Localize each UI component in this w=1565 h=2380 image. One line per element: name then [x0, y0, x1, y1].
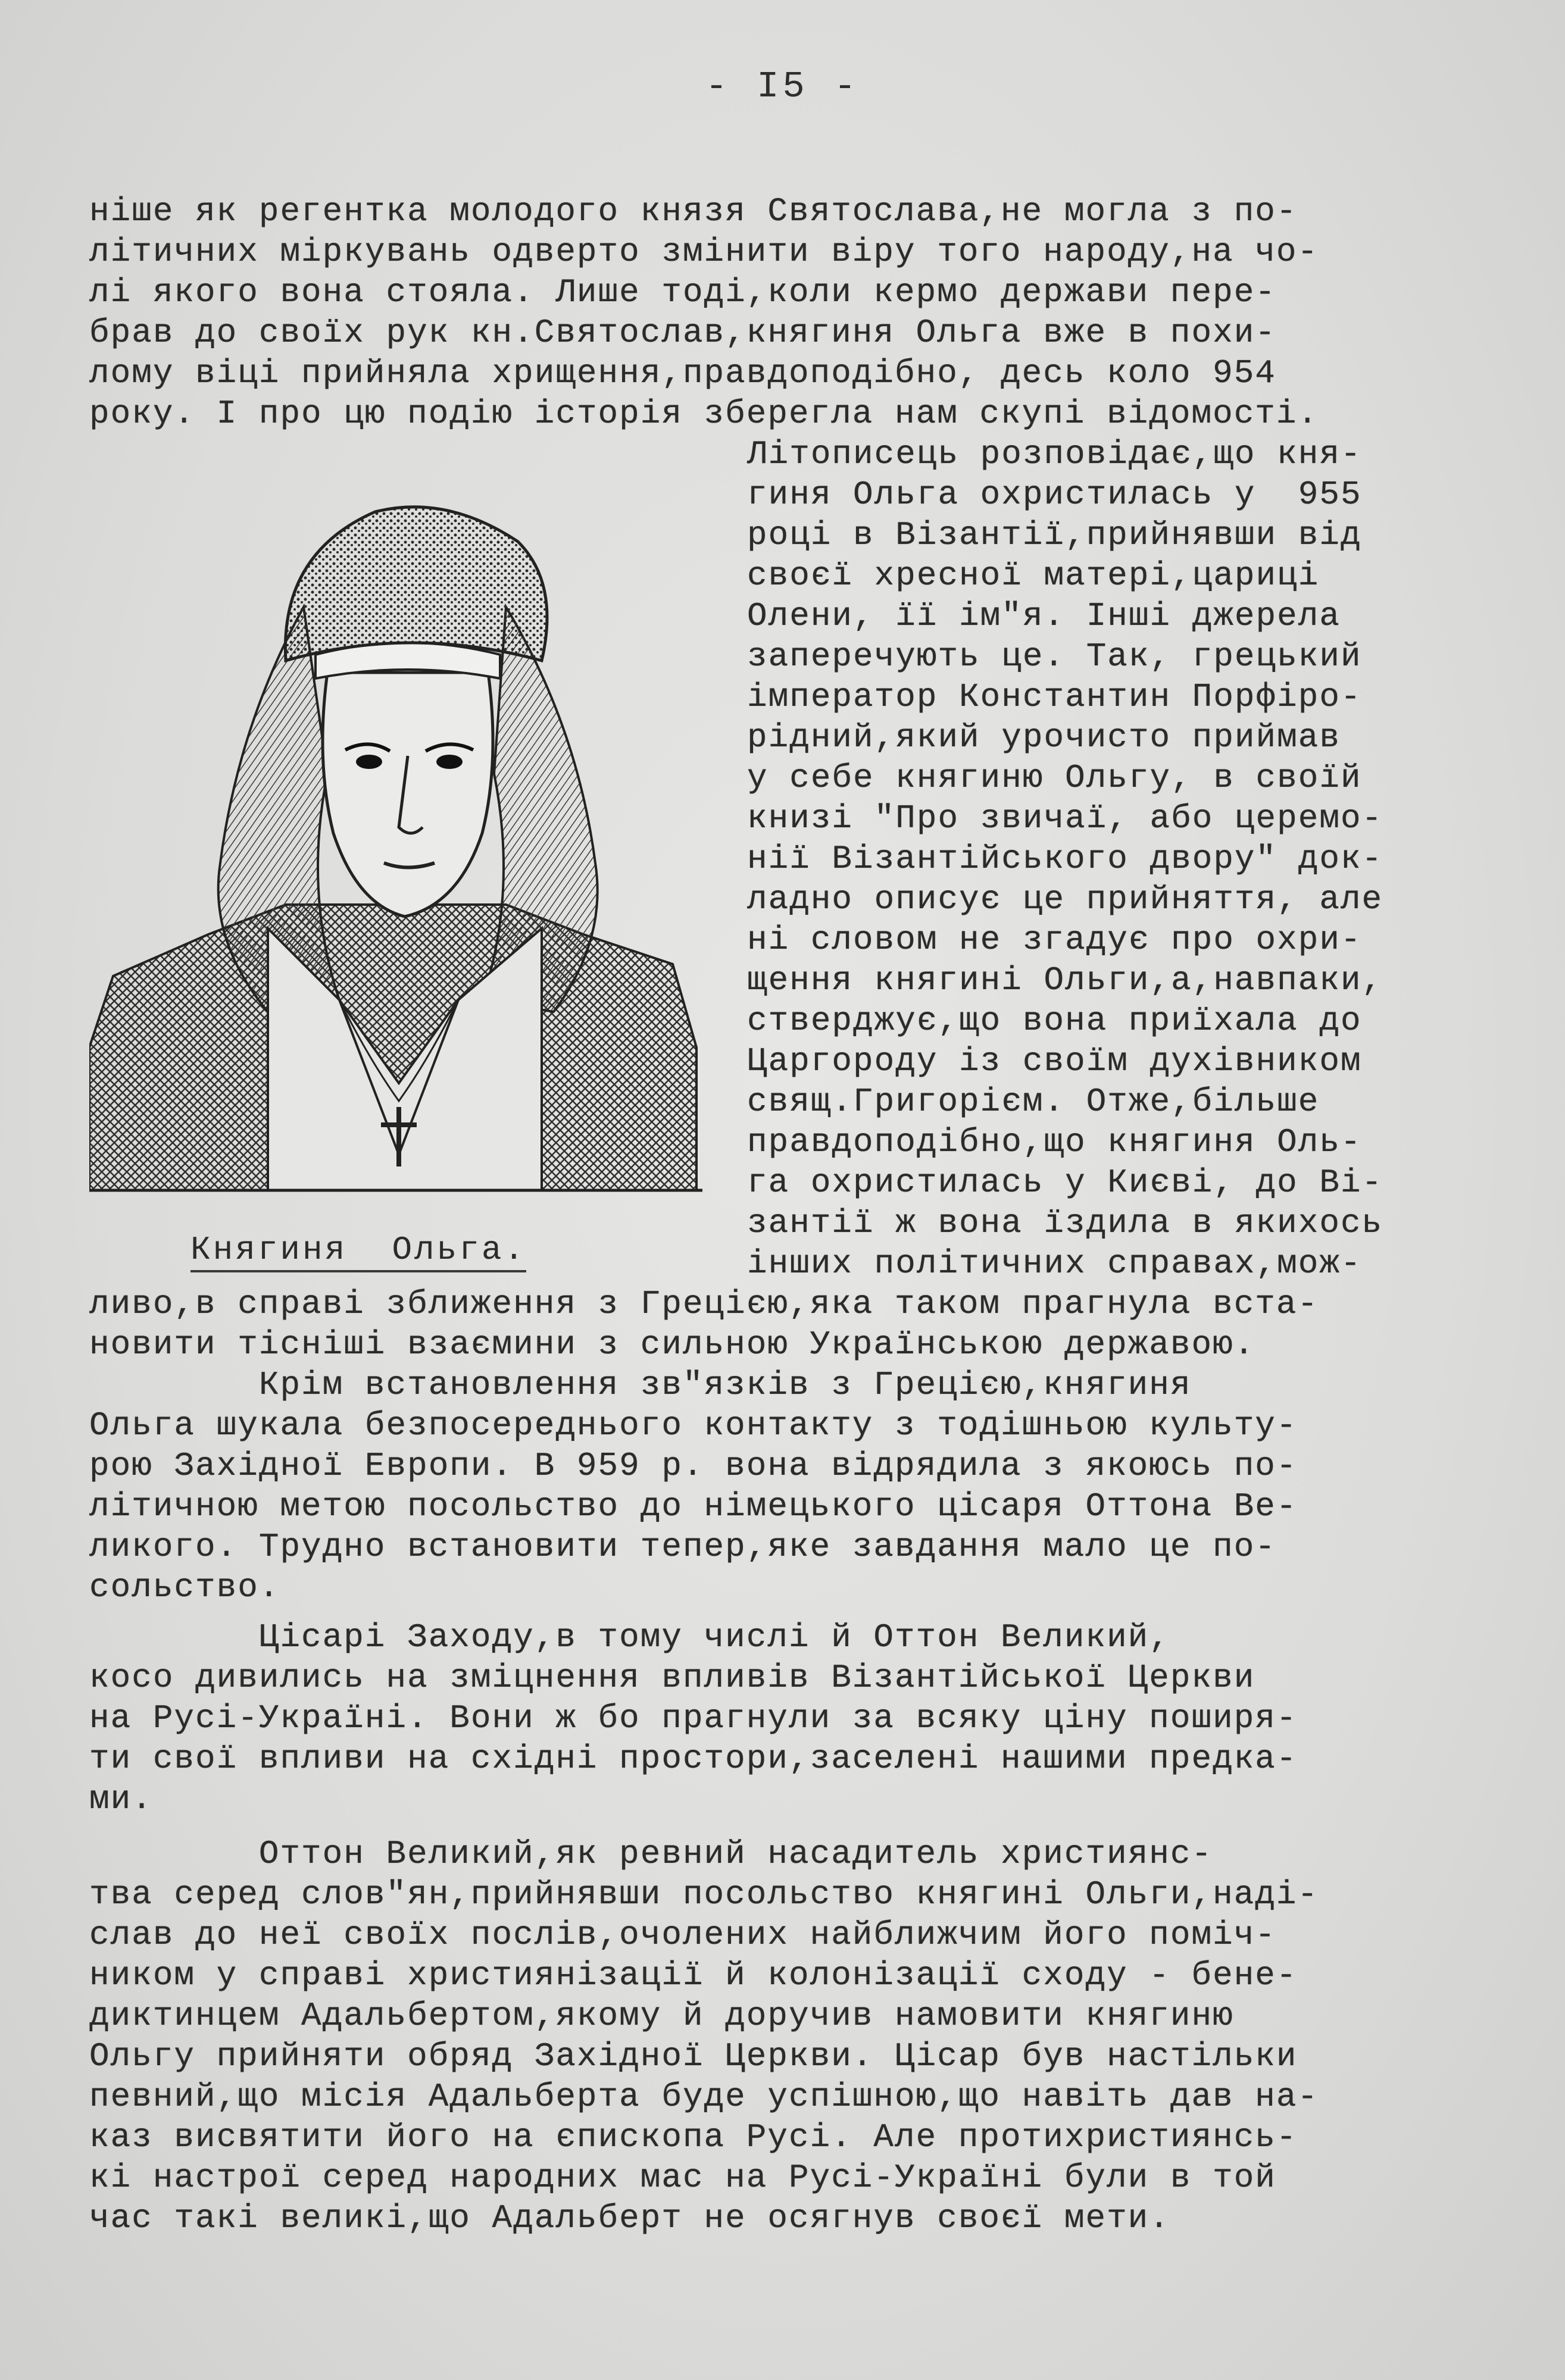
text-line: Олени, її ім"я. Інші джерела: [747, 597, 1341, 635]
text-line: правдоподібно,що княгиня Оль-: [747, 1123, 1362, 1161]
text-line: рідний,який урочисто приймав: [747, 718, 1341, 756]
text-line: брав до своїх рук кн.Святослав,княгиня Ольга вже в похи-: [89, 314, 1276, 352]
text-line: у себе княгиню Ольгу, в своїй: [747, 759, 1362, 797]
text-line: стверджує,що вона приїхала до: [747, 1002, 1362, 1040]
text-line: Оттон Великий,як ревний насадитель християнс-: [89, 1835, 1213, 1873]
text-line: Цісарі Заходу,в тому числі й Оттон Великий,: [89, 1618, 1170, 1656]
text-line: час такі великі,що Адальберт не осягнув своєї мети.: [89, 2199, 1170, 2237]
text-line: ником у справі християнізації й колонізації сходу - бене-: [89, 1956, 1298, 1994]
text-line: новити тісніші взаємини з сильною Українською державою.: [89, 1325, 1255, 1363]
text-line: Ольга шукала безпосереднього контакту з тодішньою культу-: [89, 1406, 1298, 1444]
text-line: косо дивились на зміцнення впливів Візантійської Церкви: [89, 1659, 1255, 1697]
text-line: книзі "Про звичаї, або церемо-: [747, 799, 1383, 837]
text-line: свящ.Григорієм. Отже,більше: [747, 1083, 1320, 1121]
text-line: га охристилась у Києві, до Ві-: [747, 1164, 1383, 1202]
text-line: заперечують це. Так, грецький: [747, 637, 1362, 675]
portrait-illustration-princess-olga: [89, 476, 702, 1196]
text-line: лі якого вона стояла. Лише тоді,коли кермо держави пере-: [89, 273, 1276, 311]
text-line: інших політичних справах,мож-: [747, 1244, 1362, 1283]
text-line: ніше як регентка молодого князя Святослава,не могла з по-: [89, 192, 1298, 230]
text-line: певний,що місія Адальберта буде успішною,що навіть дав на-: [89, 2078, 1319, 2116]
text-line: диктинцем Адальбертом,якому й доручив намовити княгиню: [89, 1997, 1234, 2035]
text-line: ні словом не згадує про охри-: [747, 921, 1362, 959]
text-line: року. І про цю подію історія зберегла нам скупі відомості.: [89, 395, 1319, 433]
text-line: гиня Ольга охристилась у 955: [747, 476, 1362, 514]
text-line: тва серед слов"ян,прийнявши посольство княгині Ольги,наді-: [89, 1875, 1319, 1913]
text-line: Ольгу прийняти обряд Західної Церкви. Цісар був настільки: [89, 2037, 1298, 2075]
text-line: каз висвятити його на єпископа Русі. Але протихристиянсь-: [89, 2118, 1298, 2156]
text-line: кі настрої серед народних мас на Русі-Україні були в той: [89, 2159, 1276, 2197]
text-line: сольство.: [89, 1568, 280, 1606]
page-number: - I5 -: [705, 65, 860, 108]
text-line: щення княгині Ольги,а,навпаки,: [747, 961, 1383, 999]
text-line: слав до неї своїх послів,очолених найближчим його поміч-: [89, 1916, 1276, 1954]
text-line: літичних міркувань одверто змінити віру того народу,на чо-: [89, 233, 1319, 271]
text-line: ладно описує це прийняття, але: [747, 880, 1383, 918]
text-line: рою Західної Европи. В 959 р. вона відрядила з якоюсь по-: [89, 1447, 1298, 1485]
text-line: ми.: [89, 1780, 153, 1818]
text-line: ликого. Трудно встановити тепер,яке завдання мало це по-: [89, 1528, 1276, 1566]
text-line: Царгороду із своїм духівником: [747, 1042, 1362, 1080]
text-line: зантії ж вона їздила в якихось: [747, 1204, 1383, 1242]
text-line: Крім встановлення зв"язків з Грецією,княгиня: [89, 1366, 1192, 1404]
text-line: своєї хресної матері,цариці: [747, 556, 1320, 595]
text-line: році в Візантії,прийнявши від: [747, 516, 1362, 554]
text-line: лому віці прийняла хрищення,правдоподібно, десь коло 954: [89, 354, 1276, 392]
text-line: на Русі-Україні. Вони ж бо прагнули за всяку ціну поширя-: [89, 1699, 1298, 1737]
text-line: літичною метою посольство до німецького цісаря Оттона Ве-: [89, 1487, 1298, 1525]
portrait-caption: Княгиня Ольга.: [190, 1231, 526, 1272]
text-line: нії Візантійського двору" док-: [747, 840, 1383, 878]
text-line: Літописець розповідає,що кня-: [747, 435, 1362, 473]
text-line: імператор Константин Порфіро-: [747, 678, 1362, 716]
text-line: ливо,в справі зближення з Грецією,яка таком прагнула вста-: [89, 1285, 1319, 1323]
text-line: ти свої впливи на східні простори,заселені нашими предка-: [89, 1740, 1298, 1778]
